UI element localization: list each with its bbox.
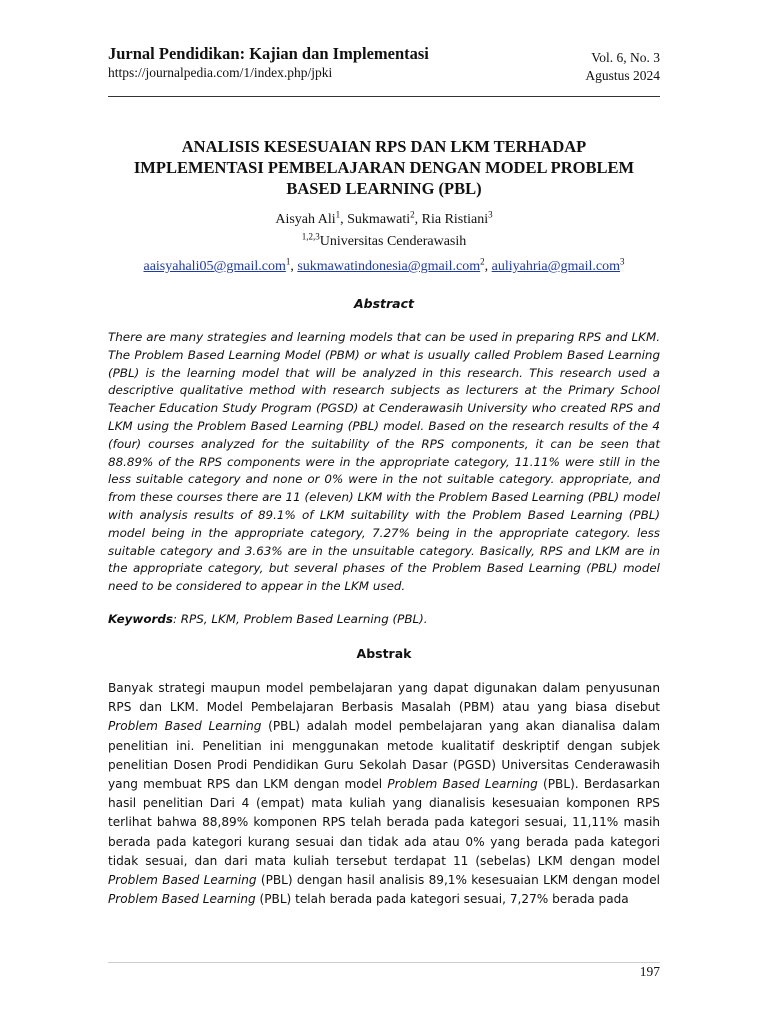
email-link[interactable]: aaisyahali05@gmail.com <box>143 259 286 274</box>
abstrak-italic-term: Problem Based Learning <box>108 719 262 734</box>
keywords-label: Keywords <box>108 612 173 626</box>
abstrak-segment: (PBL) adalah model pembelajaran yang akan dianalisa dalam penelitian ini. Penelitian ini menggunakan metode kualitatif deskriptif dengan subjek penelitian Dosen Prodi Pendidikan Guru Sekolah Dasar (PGSD) Universitas Cenderawasih yang membuat RPS dan LKM dengan model <box>108 719 660 792</box>
issue-date: Agustus 2024 <box>585 68 660 83</box>
email-link[interactable]: auliyahria@gmail.com <box>491 259 621 274</box>
author-superscript: 3 <box>488 209 493 220</box>
abstrak-italic-term: Problem Based Learning <box>108 892 256 907</box>
email-list <box>108 258 660 276</box>
page-number: 197 <box>639 964 660 979</box>
abstrak-segment: (PBL) telah berada pada kategori sesuai, 7,27% berada pada <box>255 892 629 907</box>
affiliation-name: Universitas Cenderawasih <box>319 234 467 249</box>
author-name: Sukmawati <box>347 212 411 227</box>
author-name: Aisyah Ali <box>275 212 336 227</box>
abstrak-segment: Banyak strategi maupun model pembelajaran yang dapat digunakan dalam penyusunan RPS dan LKM. Model Pembelajaran Berbasis Masalah (PBM) atau yang biasa disebut <box>108 681 660 715</box>
paper-title <box>108 136 660 199</box>
email-separator: , <box>290 259 298 274</box>
author-separator: , <box>414 212 422 227</box>
title-line: IMPLEMENTASI PEMBELAJARAN DENGAN MODEL PROBLEM <box>133 158 635 177</box>
author-superscript: 2 <box>410 209 415 220</box>
email-superscript: 1 <box>285 256 291 267</box>
journal-url: https://journalpedia.com/1/index.php/jpki <box>108 65 333 80</box>
email-superscript: 3 <box>620 256 625 267</box>
abstract-body: There are many strategies and learning models that can be used in preparing RPS and LKM. The Problem Based Learning Model (PBM) or what is usually called Problem Based Learning (PBL) is the learning model that will be analyzed in this research. This research used a descriptive qualitative method with research subjects as lecturers at the Primary School Teacher Education Study Program (PGSD) at Cenderawasih University who created RPS and LKM using the Problem Based Learning (PBL) model. Based on the research results of the 4 (four) courses analyzed for the suitability of the RPS components, it can be seen that 88.89% of the RPS components were in the appropriate category, 11.11% were still in the less suitable category and none or 0% were in the not suitable category. appropriate, and from these courses there are 11 (eleven) LKM with the Problem Based Learning (PBL) model with analysis results of 89.1% of LKM suitability with the Problem Based Learning (PBL) model being in the appropriate category, 7.27% being in the appropriate category. less suitable category and 3.63% are in the unsuitable category. Basically, RPS and LKM are in the appropriate category, but several phases of the Problem Based Learning (PBL) model need to be considered to appear in the LKM used. <box>108 330 660 594</box>
author-name: Ria Ristiani <box>421 212 489 227</box>
abstrak-segment: (PBL). Berdasarkan hasil penelitian Dari 4 (empat) mata kuliah yang dianalisis kesesuaian komponen RPS terlihat bahwa 88,89% komponen RPS telah berada pada kategori sesuai, 11,11% masih berada pada kategori kurang sesuai dan tidak ada atau 0% yang berada pada kategori tidak sesuai, dan dari mata kuliah tersebut terdapat 11 (sebelas) LKM dengan model <box>108 777 660 868</box>
author-superscript: 1 <box>335 209 341 220</box>
journal-header <box>108 44 429 82</box>
journal-title: Jurnal Pendidikan: Kajian dan Implementasi <box>108 44 429 63</box>
keywords <box>108 611 660 628</box>
author-separator: , <box>340 212 348 227</box>
title-line: BASED LEARNING (PBL) <box>286 179 482 198</box>
author-list <box>108 211 660 229</box>
email-superscript: 2 <box>480 256 485 267</box>
footer-divider <box>108 962 660 963</box>
affiliation <box>108 233 660 251</box>
keywords-text: : RPS, LKM, Problem Based Learning (PBL). <box>173 612 428 626</box>
issue-info <box>585 49 660 85</box>
abstrak-italic-term: Problem Based Learning <box>108 873 257 888</box>
abstract-heading: Abstract <box>353 296 415 311</box>
abstrak-segment: (PBL) dengan hasil analisis 89,1% kesesuaian LKM dengan model <box>256 873 660 888</box>
affiliation-superscript: 1,2,3 <box>301 231 320 242</box>
volume-number: Vol. 6, No. 3 <box>591 50 660 65</box>
email-link[interactable]: sukmawatindonesia@gmail.com <box>297 259 481 274</box>
abstrak-italic-term: Problem Based Learning <box>387 777 538 792</box>
email-separator: , <box>484 259 492 274</box>
header-divider <box>108 96 660 97</box>
title-line: ANALISIS KESESUAIAN RPS DAN LKM TERHADAP <box>181 137 587 156</box>
abstrak-body <box>108 679 660 909</box>
abstrak-heading: Abstrak <box>356 646 412 661</box>
